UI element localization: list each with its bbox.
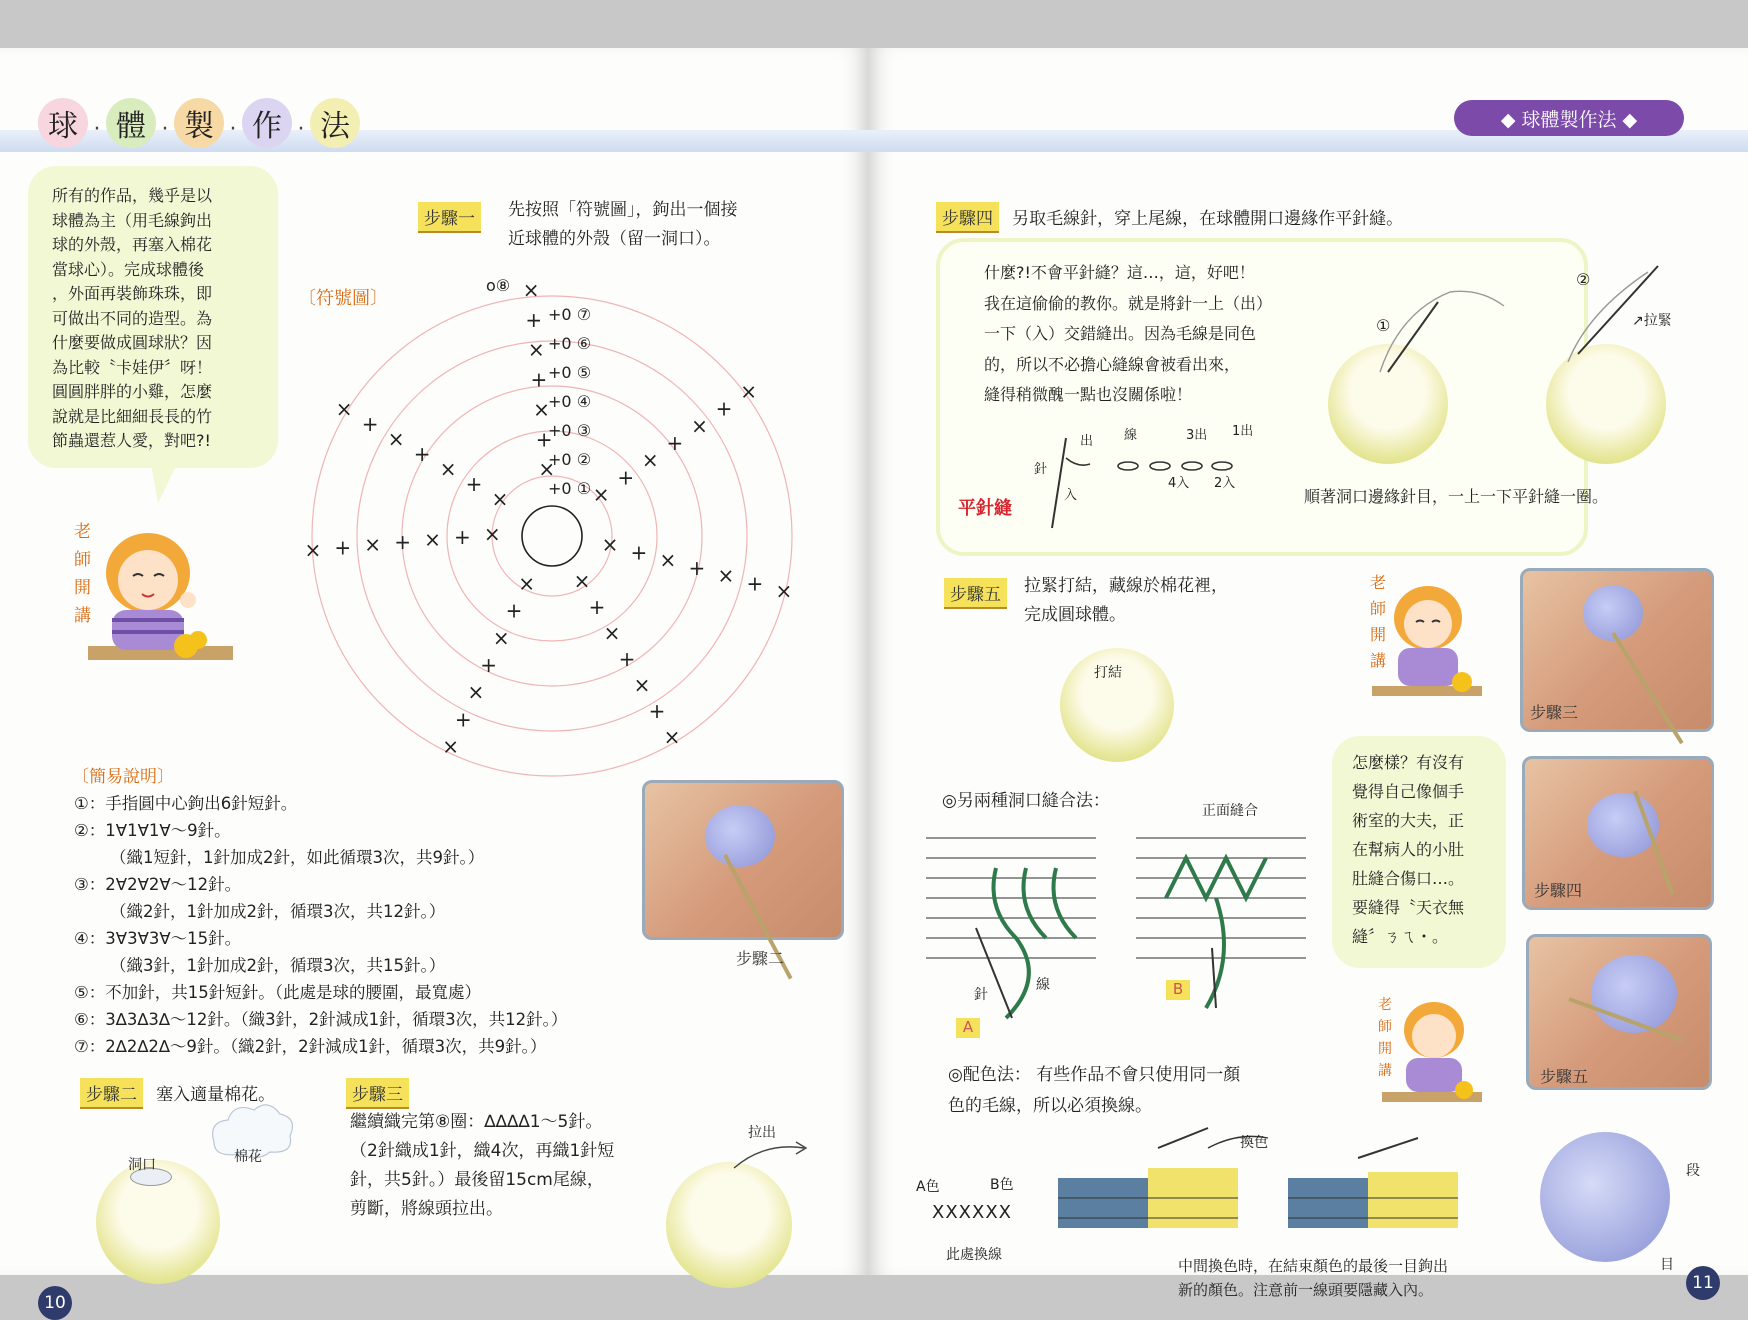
step4-bubble-text [984,258,1272,411]
intro-line: 圓圓胖胖的小雞，怎麼 [52,382,213,401]
explain-line: （織3針，1針加成2針，循環3次，共15針。） [110,956,446,975]
change-here-label: 此處換線 [946,1247,1002,1263]
intro-line: 為比較〝卡娃伊〞呀！ [52,357,213,377]
chart-stitch-mark: × [491,487,509,511]
step5 [944,578,1007,609]
teacher-char: 講 [1370,651,1387,670]
seam-diagrams [916,828,1316,1048]
color-text-2: 色的毛線，所以必須換線。 [948,1096,1152,1116]
chart-mark: +0 [548,450,572,469]
explain-line: （織1短針，1針加成2針，如此循環3次，共9針。） [110,848,485,867]
intro-line: 當球心）。完成球體後 [52,259,205,279]
round-8-marker [486,276,510,295]
surgeon-line: 肚縫合傷口…。 [1352,869,1465,888]
step4 [936,202,1403,234]
title-sep: · [93,117,101,142]
intro-line: 球的外殼，再塞入棉花 [52,235,213,254]
running-thread-label: 線 [1124,428,1138,443]
chart-mark: +0 [548,363,572,382]
step1-line: 先按照「符號圖」，鉤出一個接 [508,200,738,220]
step1-label: 步驟一 [418,202,481,233]
explain-line: ⑤：不加針，共15針短針。（此處是球的腰圍，最寬處） [74,983,482,1002]
chart-stitch-mark: + [588,594,606,619]
explain-line: （織2針，1針加成2針，循環3次，共12針。） [110,902,446,921]
chart-stitch-mark: + [465,472,483,496]
teacher-illustration-right-2 [1382,994,1492,1114]
teacher-char: 開 [1370,625,1387,644]
chart-stitch-mark: × [364,532,382,557]
chart-stitch-mark: + [688,555,706,580]
chart-stitch-mark: + [666,430,684,455]
teacher-illustration-right [1372,578,1492,708]
chart-stitch-mark: × [717,563,735,588]
page-title [38,98,360,148]
chart-stitch-mark: × [483,522,501,547]
step3-text [350,1108,614,1224]
color-text-1: 有些作品不會只使用同一顏 [1036,1065,1241,1085]
step-circle-1: ① [1376,316,1391,335]
intro-line: 節蟲還惹人愛，對吧?! [52,431,211,450]
chart-stitch-mark: + [505,598,523,623]
chart-stitch-mark: × [304,537,322,562]
chart-stitch-mark: + [454,707,472,732]
color-caption-1: 中間換色時，在結束顏色的最後一目鉤出 [1178,1257,1449,1275]
title-sep: · [229,117,237,142]
round-6: ⑥ [576,334,592,353]
chart-stitch-mark: × [442,734,459,759]
step3-label: 步驟三 [346,1078,409,1109]
teacher-char: 開 [74,578,91,598]
chart-stitch-mark: × [691,413,708,438]
intro-line: 所有的作品，幾乎是以 [52,186,213,205]
chart-mark: +0 [548,334,572,353]
running-stitch-diagram [1036,428,1276,538]
color-change-diagram [1058,1128,1478,1258]
surgeon-line: 縫〞ㄋㄟ・。 [1352,927,1449,946]
step3-line: 針，共5針。）最後留15cm尾線， [350,1170,604,1190]
step3-line: （2針織成1針，織4次，再織1針短 [350,1141,615,1161]
title-char-5: 法 [310,98,360,148]
running-out1-label: 1出 [1232,424,1254,439]
surgeon-line: 怎麼樣？有沒有 [1352,753,1465,772]
front-seam-label: 正面縫合 [1202,803,1258,819]
chart-stitch-mark: × [573,568,591,593]
chart-mark: +0 [548,421,572,440]
step1-line: 近球體的外殼（留一洞口）。 [508,229,721,249]
intro-line: 什麼要做成圓球狀？因 [52,333,213,352]
round-7: ⑦ [576,305,592,324]
duan-label: 段 [1686,1163,1700,1179]
chart-stitch-mark: + [394,530,411,555]
cotton-label: 棉花 [234,1149,262,1165]
chart-stitch-mark: × [538,457,556,482]
teacher-char: 講 [1378,1063,1392,1079]
photo-caption-5: 步驟五 [1540,1067,1589,1086]
chart-stitch-mark: × [518,571,536,596]
step1-text [508,196,738,254]
running-needle-label: 針 [1034,462,1048,477]
chart-stitch-mark: × [592,482,610,507]
color-section [948,1060,1240,1116]
step2-photo-caption: 步驟二 [736,949,785,968]
chart-stitch-mark: + [525,307,543,332]
intro-line: 說就是比細細長長的竹 [52,406,213,426]
step5-text [1024,572,1228,630]
mu-label: 目 [1660,1257,1674,1273]
surgeon-line: 要縫得〝天衣無 [1352,898,1465,917]
symbol-chart-label: 〔符號圖〕 [298,288,388,309]
explain-line: ⑥：3∆3∆3∆～12針。（織3針，2針減成1針，循環3次，共12針。） [74,1010,568,1029]
color-a-label: A色 [916,1179,940,1195]
round-8: ⑧ [495,276,511,295]
chart-stitch-mark: × [601,532,619,557]
teacher-char: 師 [1370,599,1387,618]
chart-stitch-mark: × [335,397,353,421]
chart-stitch-mark: × [740,379,757,404]
chart-stitch-mark: + [530,367,548,392]
teacher-char: 老 [1378,997,1392,1013]
chart-stitch-mark: + [715,396,733,421]
chart-mark: +0 [548,392,572,411]
change-color-label: 換色 [1240,1135,1268,1151]
teacher-illustration [88,518,238,688]
photo-caption-4: 步驟四 [1534,881,1583,900]
teacher-char: 老 [1370,573,1387,592]
chart-stitch-mark: + [618,646,636,671]
chart-mark: +0 [548,479,572,498]
chart-stitch-mark: × [527,337,545,362]
step4-label: 步驟四 [936,202,999,233]
intro-line: 可做出不同的造型。為 [52,308,213,328]
chart-stitch-mark: + [480,652,497,677]
surgeon-line: 術室的大夫，正 [1352,811,1465,830]
teacher-char: 師 [1378,1019,1392,1035]
tighten-label: ↗拉緊 [1632,313,1672,329]
color-b-label: B色 [990,1177,1014,1193]
photo-caption-3: 步驟三 [1530,703,1579,722]
title-char-3: 製 [174,98,224,148]
running-out-label: 出 [1080,434,1094,449]
round-4: ④ [576,392,592,411]
step4-bubble-line: 我在這偷偷的教你。就是將針一上（出） [984,293,1273,313]
pull-label: 拉出 [748,1125,776,1141]
step5-line: 拉緊打結，藏線於棉花裡， [1024,576,1228,596]
teacher-char: 開 [1378,1041,1392,1057]
step2-photo [642,780,844,940]
explain-label: 〔簡易說明〕 [72,767,174,787]
title-char-1: 球 [38,98,88,148]
chart-stitch-mark: × [659,548,677,573]
chart-stitch-mark: + [413,442,431,466]
surgeon-text [1352,748,1464,951]
round-1: ① [576,479,592,498]
knot-label: 打結 [1094,665,1122,681]
explain-line: ③：2∀2∀2∀～12針。 [74,875,242,894]
step3 [346,1078,409,1109]
pull-arrow [730,1138,810,1178]
needle-label: 針 [974,987,988,1003]
surgeon-bubble [1332,736,1506,968]
running-in-label: 入 [1064,488,1078,503]
surgeon-line: 覺得自己像個手 [1352,782,1465,801]
chart-stitch-mark: × [522,277,540,302]
round-3: ③ [576,421,592,440]
explain-line: ④：3∀3∀3∀～15針。 [74,929,242,948]
step4-bubble-line: 的，所以不必擔心縫線會被看出來， [984,354,1241,374]
chart-mark: +0 [548,305,572,324]
chart-stitch-mark: × [603,620,621,645]
intro-bubble [28,166,278,468]
chart-stitch-mark: × [439,457,457,481]
intro-text [52,184,212,454]
chart-stitch-mark: × [641,448,659,473]
explain-line: ②：1∀1∀1∀～9針。 [74,821,231,840]
step4-bubble-line: 縫得稍微醜一點也沒關係啦！ [984,385,1193,404]
step4-bubble-line: 什麼?!不會平針縫？這…，這，好吧！ [984,263,1255,282]
intro-line: 球體為主（用毛線鉤出 [52,210,213,230]
chart-stitch-mark: × [663,724,681,749]
label-b: B [1166,980,1190,1000]
title-char-2: 體 [106,98,156,148]
thread-label: 線 [1036,977,1050,993]
stitch-row: XXXXXX [932,1202,1012,1223]
chart-stitch-mark: × [492,625,510,650]
ball-illustration-pull [666,1162,792,1288]
teacher-char: 師 [74,550,91,570]
bubble-tail [140,458,200,508]
chart-stitch-mark: × [387,427,405,451]
chart-stitch-mark: × [775,579,793,604]
running-caption: 順著洞口邊緣針目，一上一下平針縫一圈。 [1304,487,1609,506]
running-in4-label: 4入 [1168,476,1190,491]
teacher-char: 講 [74,606,91,626]
chart-stitch-mark: × [424,527,441,552]
label-a: A [956,1018,980,1038]
explain-list [74,790,567,1060]
chart-stitch-mark: + [746,571,764,596]
chart-stitch-mark: + [361,412,379,436]
color-title: ◎配色法： [948,1065,1031,1085]
chart-stitch-mark: + [453,524,471,549]
page-number-left: 10 [38,1286,72,1320]
chart-stitch-mark: + [617,465,635,490]
explain-line: ⑦：2∆2∆2∆～9針。（織2針，2針減成1針，循環3次，共9針。） [74,1037,547,1056]
right-page [868,48,1748,1299]
running-out3-label: 3出 [1186,428,1208,443]
chart-stitch-mark: × [467,680,485,705]
step-circle-2: ② [1576,270,1591,289]
title-sep: · [161,117,169,142]
chart-stitch-mark: + [630,540,648,565]
title-sep: · [297,117,305,142]
running-in2-label: 2入 [1214,476,1236,491]
title-char-4: 作 [242,98,292,148]
hole-label: 洞口 [128,1157,156,1173]
left-page [0,48,868,1313]
chart-mark: o [486,276,496,295]
chart-stitch-mark: × [633,672,651,697]
step1 [418,202,481,233]
other-methods-title: ◎另兩種洞口縫合法： [942,791,1110,811]
step3-line: 剪斷，將線頭拉出。 [350,1199,503,1219]
explain-line: ①：手指圓中心鉤出6針短針。 [74,794,298,813]
header-banner: ◆ 球體製作法 ◆ [1454,100,1684,136]
round-2: ② [576,450,592,469]
chart-stitch-mark: + [535,427,553,452]
teacher-char: 老 [74,522,91,542]
surgeon-line: 在幫病人的小肚 [1352,840,1465,859]
step5-line: 完成圓球體。 [1024,605,1126,625]
intro-line: ，外面再裝飾珠珠，即 [52,284,213,303]
step4-text: 另取毛線針，穿上尾線，在球體開口邊緣作平針縫。 [1012,209,1404,229]
finished-ball [1540,1132,1670,1262]
page-number-right: 11 [1686,1266,1720,1300]
step4-bubble-line: 一下（入）交錯縫出。因為毛線是同色 [984,324,1257,343]
round-5: ⑤ [576,363,592,382]
step2-label: 步驟二 [80,1078,143,1109]
chart-stitch-mark: × [533,397,550,422]
chart-stitch-mark: + [648,698,666,723]
round-markers [548,300,591,503]
running-stitch-title: 平針縫 [958,498,1012,519]
step5-label: 步驟五 [944,578,1007,609]
step3-line: 繼續織完第⑧圈：∆∆∆∆1～5針。 [350,1112,603,1132]
chart-stitch-mark: + [334,535,352,560]
color-caption-2: 新的顏色。注意前一線頭要隱藏入內。 [1178,1281,1434,1299]
color-caption [1178,1254,1448,1302]
step2-text: 塞入適量棉花。 [156,1085,276,1105]
